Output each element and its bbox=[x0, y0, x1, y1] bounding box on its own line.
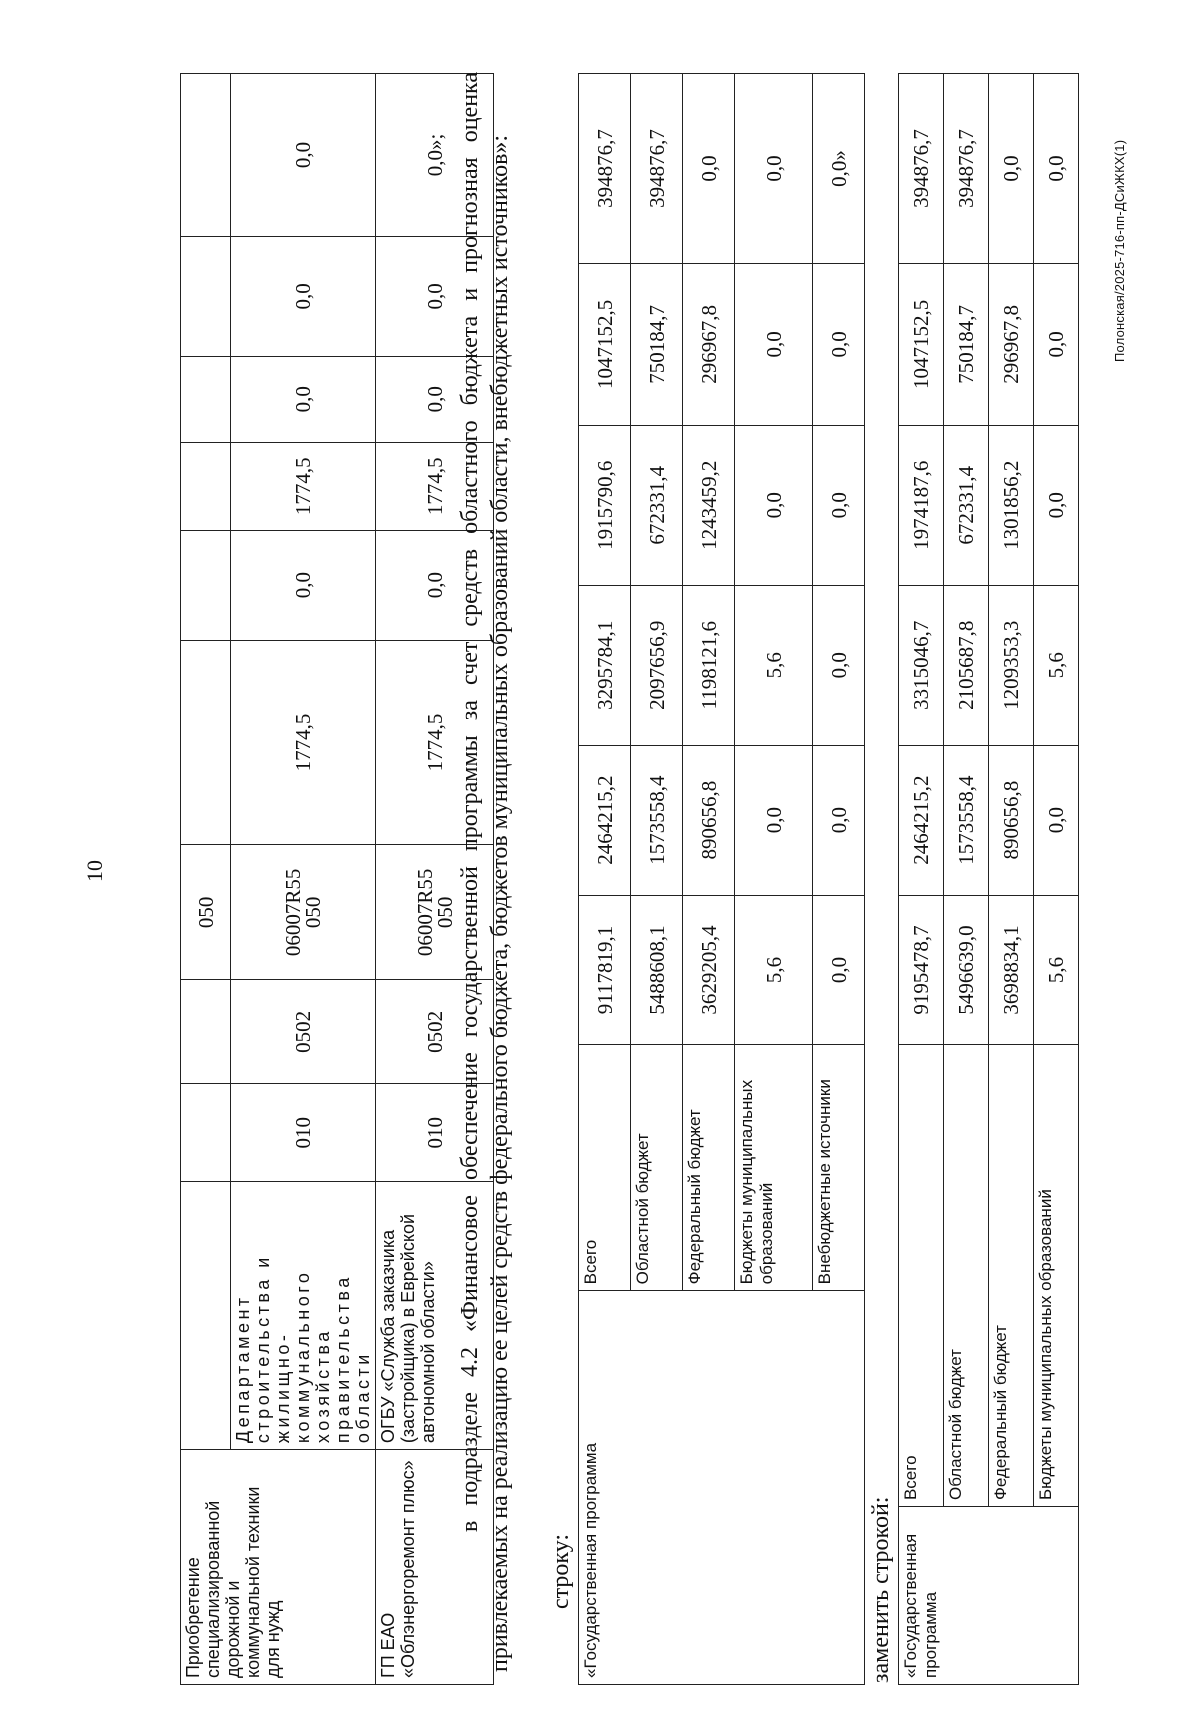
table-row bbox=[1034, 74, 1079, 1685]
cell: 0,0 bbox=[735, 745, 813, 895]
cell bbox=[181, 1084, 231, 1182]
cell: 1774,5 bbox=[231, 640, 376, 845]
cell: 2464215,2 bbox=[579, 745, 631, 895]
cell: 9117819,1 bbox=[579, 895, 631, 1045]
cell: 1209353,3 bbox=[989, 585, 1034, 745]
cell: 394876,7 bbox=[579, 74, 631, 264]
cell: 2464215,2 bbox=[899, 745, 944, 895]
cell: 5,6 bbox=[1034, 585, 1079, 745]
cell: 0,0 bbox=[1034, 745, 1079, 895]
cell: 0,0 bbox=[231, 236, 376, 356]
cell: 5,6 bbox=[1034, 895, 1079, 1045]
cell-name: ГП ЕАО «Облэнергоремонт плюс» bbox=[376, 1450, 494, 1685]
cell bbox=[181, 74, 231, 237]
cell: 890656,8 bbox=[989, 745, 1034, 895]
table-row bbox=[899, 74, 944, 1685]
cell-source: Бюджеты муниципальных образований bbox=[1034, 1045, 1079, 1507]
cell: 296967,8 bbox=[683, 263, 735, 425]
cell bbox=[181, 442, 231, 530]
cell-source: Всего bbox=[579, 1045, 631, 1291]
cell: 750184,7 bbox=[631, 263, 683, 425]
cell: 394876,7 bbox=[944, 74, 989, 264]
cell: 0,0 bbox=[683, 74, 735, 264]
cell-org: ОГБУ «Служба заказчика (застройщика) в Еврейской автономной области» bbox=[376, 1182, 494, 1450]
cell: 9195478,7 bbox=[899, 895, 944, 1045]
cell: 010 bbox=[376, 1084, 494, 1182]
cell: 1047152,5 bbox=[579, 263, 631, 425]
cell: 0,0 bbox=[813, 425, 865, 585]
cell: 0,0 bbox=[1034, 425, 1079, 585]
cell: 0,0» bbox=[813, 74, 865, 264]
cell: 0,0 bbox=[376, 356, 494, 442]
budget-table-new bbox=[898, 73, 1079, 1685]
cell: 1198121,6 bbox=[683, 585, 735, 745]
cell: 1301856,2 bbox=[989, 425, 1034, 585]
cell-source: Областной бюджет bbox=[631, 1045, 683, 1291]
label-replace: заменить строкой: bbox=[868, 1496, 894, 1683]
table-row bbox=[231, 74, 376, 1685]
cell: 0,0 bbox=[813, 895, 865, 1045]
cell: 750184,7 bbox=[944, 263, 989, 425]
cell-org bbox=[181, 1182, 231, 1450]
cell-org: Департамент строительства и жилищно-коммунального хозяйства правительства области bbox=[231, 1182, 376, 1450]
cell: 1573558,4 bbox=[944, 745, 989, 895]
cell: 0,0 bbox=[231, 356, 376, 442]
cell-source: Внебюджетные источники bbox=[813, 1045, 865, 1291]
cell: 0,0 bbox=[376, 530, 494, 640]
cell: 0,0 bbox=[813, 745, 865, 895]
cell: 0502 bbox=[376, 980, 494, 1084]
cell: 1774,5 bbox=[376, 442, 494, 530]
cell: 3295784,1 bbox=[579, 585, 631, 745]
cell-source: Федеральный бюджет bbox=[683, 1045, 735, 1291]
cell: 5,6 bbox=[735, 895, 813, 1045]
cell: 3629205,4 bbox=[683, 895, 735, 1045]
cell: 0,0 bbox=[813, 585, 865, 745]
cell: 0,0 bbox=[813, 263, 865, 425]
table-row bbox=[989, 74, 1034, 1685]
cell: 1915790,6 bbox=[579, 425, 631, 585]
budget-table-top bbox=[180, 73, 494, 1685]
cell bbox=[181, 530, 231, 640]
cell: 3315046,7 bbox=[899, 585, 944, 745]
cell: 1047152,5 bbox=[899, 263, 944, 425]
cell: 0,0 bbox=[989, 74, 1034, 264]
cell-source: Федеральный бюджет bbox=[989, 1045, 1034, 1507]
cell: 0,0 bbox=[735, 74, 813, 264]
cell: 0,0 bbox=[231, 74, 376, 237]
cell: 672331,4 bbox=[631, 425, 683, 585]
cell-program: «Государственная программа bbox=[579, 1291, 865, 1685]
cell: 5488608,1 bbox=[631, 895, 683, 1045]
cell: 1243459,2 bbox=[683, 425, 735, 585]
cell: 06007R55 050 bbox=[376, 845, 494, 980]
amendment-paragraph bbox=[455, 72, 515, 1672]
cell: 1974187,6 bbox=[899, 425, 944, 585]
cell-source: Всего bbox=[899, 1045, 944, 1507]
cell-source: Областной бюджет bbox=[944, 1045, 989, 1507]
table-row bbox=[181, 74, 231, 1685]
cell: 0,0 bbox=[735, 425, 813, 585]
cell: 5,6 bbox=[735, 585, 813, 745]
table-row bbox=[944, 74, 989, 1685]
cell: 296967,8 bbox=[989, 263, 1034, 425]
page-number: 10 bbox=[82, 860, 107, 882]
cell bbox=[181, 356, 231, 442]
cell-name: Приобретение специализированной дорожной и коммунальной техники для нужд bbox=[181, 1450, 376, 1685]
cell: 0502 bbox=[231, 980, 376, 1084]
cell: 0,0 bbox=[376, 236, 494, 356]
cell bbox=[181, 236, 231, 356]
cell-source: Бюджеты муниципальных образований bbox=[735, 1045, 813, 1291]
document-footer: Полонская/2025-716-пп-ДСиЖКХ(1) bbox=[1112, 139, 1127, 362]
cell: 010 bbox=[231, 1084, 376, 1182]
cell: 2105687,8 bbox=[944, 585, 989, 745]
cell: 890656,8 bbox=[683, 745, 735, 895]
paragraph-text: в подразделе 4.2 «Финансовое обеспечение государственной программы за счет средств областного бюджета и прогнозная оценка привлекаемых на реализацию ее целей средств федерального бюджета, бюджетов муниципальных образований области, внебюджетных источников»: bbox=[457, 72, 513, 1672]
cell: 1573558,4 bbox=[631, 745, 683, 895]
cell: 2097656,9 bbox=[631, 585, 683, 745]
cell: 0,0»; bbox=[376, 74, 494, 237]
cell: 0,0 bbox=[1034, 263, 1079, 425]
cell: 5496639,0 bbox=[944, 895, 989, 1045]
cell: 394876,7 bbox=[631, 74, 683, 264]
cell: 672331,4 bbox=[944, 425, 989, 585]
table-row bbox=[579, 74, 631, 1685]
cell: 06007R55 050 bbox=[231, 845, 376, 980]
cell bbox=[181, 640, 231, 845]
cell: 0,0 bbox=[735, 263, 813, 425]
cell-program: «Государственная программа bbox=[899, 1507, 1079, 1685]
cell: 0,0 bbox=[231, 530, 376, 640]
budget-table-old bbox=[578, 73, 865, 1685]
cell: 1774,5 bbox=[231, 442, 376, 530]
label-string: строку: bbox=[548, 1533, 574, 1609]
cell: 394876,7 bbox=[899, 74, 944, 264]
cell: 0,0 bbox=[1034, 74, 1079, 264]
cell: 3698834,1 bbox=[989, 895, 1034, 1045]
cell: 050 bbox=[181, 845, 231, 980]
cell: 1774,5 bbox=[376, 640, 494, 845]
cell bbox=[181, 980, 231, 1084]
